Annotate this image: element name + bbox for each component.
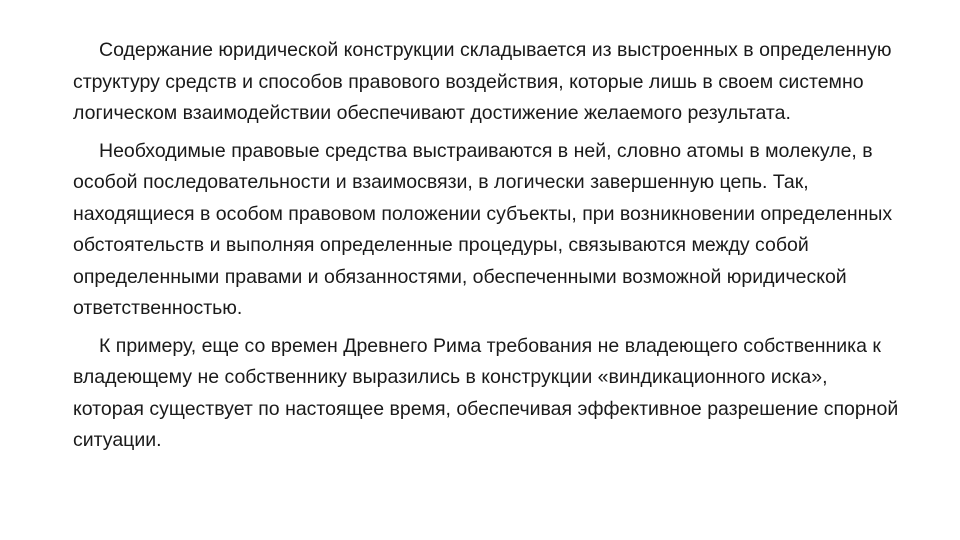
paragraph-2: Необходимые правовые средства выстраиваются в ней, словно атомы в молекуле, в особой последовательности и взаимосвязи, в логически завершенную цепь. Так, находящиеся в особом правовом положении субъекты, при возникновении определенных обстоятельств и выполняя определенные процедуры, связываются между собой определенными правами и обязанностями, обеспеченными возможной юридической ответственностью. — [73, 139, 893, 319]
paragraph-3: К примеру, еще со времен Древнего Рима требования не владеющего собственника к владеющему не собственнику выразились в конструкции «виндикационного иска», которая существует по настоящее время, обеспечивая эффективное разрешение спорной ситуации. — [73, 334, 899, 451]
paragraph-1: Содержание юридической конструкции складывается из выстроенных в определенную структуру средств и способов правового воздействия, которые лишь в своем системно логическом взаимодействии обеспечивают достижение желаемого результата. — [73, 39, 892, 124]
